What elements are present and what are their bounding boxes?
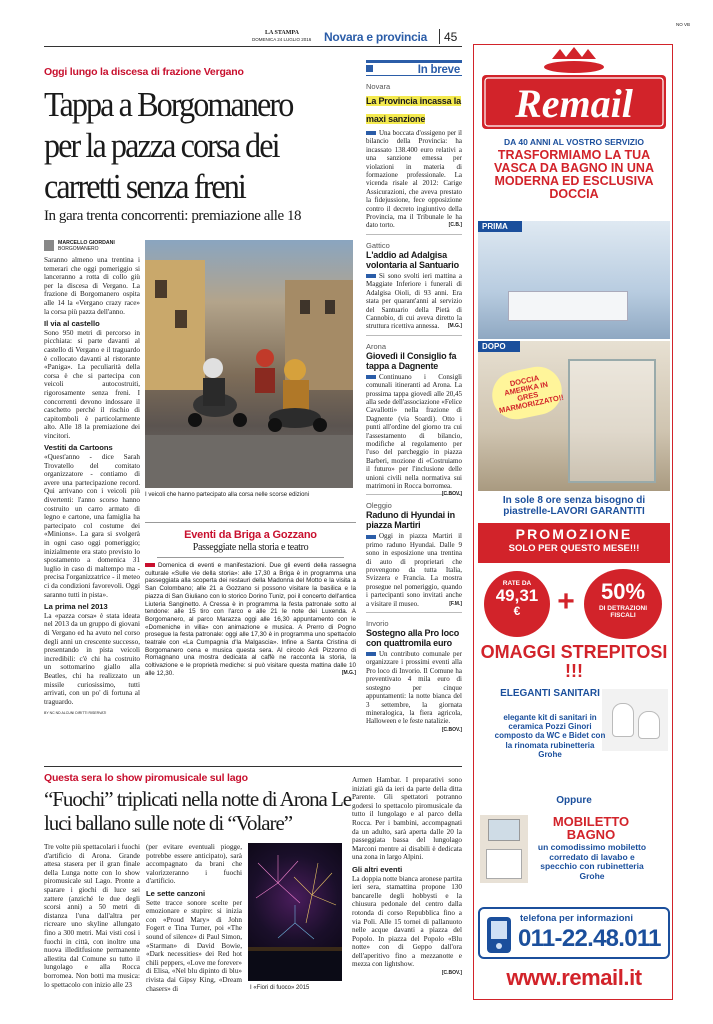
ad-gift2-photo <box>480 815 528 883</box>
ad-detraction-label: DI DETRAZIONI FISCALI <box>598 605 648 619</box>
ad-rate-value: 49,31 <box>495 586 539 605</box>
remail-brand: Remail <box>515 81 633 126</box>
copyright-line: BY NC ND ALCUNI DIRITTI RISERVATI <box>44 711 107 716</box>
briga-subtitle: Passeggiate nella storia e teatro <box>157 542 344 558</box>
ad-tagline1: DA 40 ANNI AL VOSTRO SERVIZIO <box>504 137 644 147</box>
phone-icon <box>484 915 514 955</box>
ad-detraction-badge <box>584 569 662 639</box>
article-kicker: Oggi lungo la discesa di frazione Vergano <box>44 66 244 78</box>
brief-text-wrap <box>366 372 462 498</box>
briga-sig: [M.G.] <box>341 669 356 676</box>
fuochi-col4b-text: La doppia notte bianca aronese partita ieri sera, stamattina propone 130 bancarelle degli hobbysti e la chiusura pedonale del centro dalla rotonda di corso Repubblica fino a via Poli. Alle 15 tornei di pallanuoto nelle acque davanti a piazza del Popolo. In piazza del Popolo «Blu notte» con di Geppo dall'ora dell'aperitivo fino a mezzanotte e mezza con lightshow. <box>352 874 462 969</box>
brief-bullet <box>366 535 376 539</box>
carts-photo-art <box>145 240 353 488</box>
fireworks-photo <box>248 843 342 981</box>
ad-promo: PROMOZIONE <box>515 526 633 542</box>
brief-bullet <box>366 375 376 379</box>
briga-text: Domenica di eventi e manifestazioni. Due gli eventi della rassegna culturale «Sulle vie della storia»: alle 17,30 a Briga è in programma una passeggiata alla scoperta dei restauri della Madonna del Motto e la visita a San Colombano; alle 21 a Gozzano si possono visitare la basilica e la piazza di San Giuliano con lo storico Dorino Tuniz, poi il concerto dell'antica Liuteria Sanginetto. A Cressa è in programma la festa patronale sotto al tendone: alle 15 tiro con l'arco e alle 21 le note dei Luxenda. A Borgomanero, al parco Marazza oggi alle 16,30 appuntamento con le «Domeniche in villa» con animazione e musica. A Prerro di Pogno prosegue la festa patronale: oggi alle 17,30 è in programma uno spettacolo teatrale con «La Cumpagnia d'la Malgascia». Infine a Santa Cristina di Borgomanero cena e musica questa sera. Al circolo Acli Pizzorno di Romagnano una mostra dedicata al caffè ne racconta la storia, la coltivazione e le proprietà mediche: si può visitare questa mattina dalle 10 alle 12,30. <box>145 562 356 677</box>
brief-title: L'addio ad Adalgisa volontaria al Santuario <box>366 249 459 270</box>
brief-bullet <box>366 131 376 135</box>
brief-location: Novara <box>366 82 391 91</box>
article-p2: «Quest'anno - dice Sarah Trovatello del comitato organizzatore - contiamo di avere una partecipazione record. Qui arrivano con i veicoli più divertenti: l'anno scorso hanno costruito un carro armato di legno e cartone, una famiglia ha partecipato col costume dei «Minions». La gara si svolgerà in ogni caso oggi pomeriggio; inizialmente era stato previsto lo spostamento a domenica 31 luglio in caso di maltempo ma - precisa l'organizzatrice - il meteo ci da condizioni favorevoli. Oggi saranno tutti in pista». <box>44 453 140 599</box>
ad-shower <box>568 359 656 483</box>
ad-website: www.remail.it <box>506 965 642 990</box>
brief-text-wrap <box>366 650 462 733</box>
ad-hours: In sole 8 ore senza bisogno di piastrelle-LAVORI GARANTITI <box>502 495 646 517</box>
ad-oppure: Oppure <box>556 795 592 806</box>
article-text-col <box>44 256 140 718</box>
fuochi-col2a-text: (per evitare eventuali piogge, potrebbe essere anticipato), sarà accompagnato da brani che valorizzeranno i fuochi d'artificio. <box>146 843 242 886</box>
briga-box <box>145 522 356 754</box>
brief-title: Raduno di Hyundai in piazza Martiri <box>366 510 455 531</box>
brief-text-wrap <box>366 272 462 331</box>
ad-promo-sub: SOLO PER QUESTO MESE!!! <box>508 543 640 554</box>
ad-bidet-shape <box>638 711 660 739</box>
briga-bullet <box>145 563 155 567</box>
brief-text: Una boccata d'ossigeno per il bilancio della Provincia: ha incassato 138.400 euro relativi a una sanzione emessa per violazioni in materia di formazione professionale. La vicenda risale al 2012: Carige Assicurazioni, che aveva prestato la fidejussione, fece opposizione contro il decreto ingiuntivo della Provincia, ma il Tribunale le ha dato torto. <box>366 129 462 230</box>
subhead-castello: Il via al castello <box>44 319 100 329</box>
brief-item <box>366 501 462 613</box>
ad-phone-label: telefona per informazioni <box>520 913 633 924</box>
ad-dopo-photo <box>478 341 670 491</box>
author-name: MARCELLO GIORDANI <box>58 240 115 246</box>
article-intro: Saranno almeno una trentina i temerari che oggi pomeriggio si lanceranno a rotta di collo giù per la discesa di Vergano. La frazione di Borgomanero ospita alle 14 la «Vergano crazy race» la corsa più pazza dell'anno. <box>44 256 140 316</box>
brief-location: Gattico <box>366 240 390 250</box>
brief-text-wrap <box>366 129 462 230</box>
ad-gift1-text: elegante kit di sanitari in ceramica Pozzi Ginori composto da WC e Bidet con la rinomata rubinetteria Grohe <box>494 713 606 759</box>
fuochi-rule <box>44 766 462 767</box>
brief-title: Giovedì il Consiglio fa tappa a Dagnente <box>366 350 457 371</box>
briefs-column <box>366 60 462 736</box>
fuochi-col4a-text: Armen Hambar. I preparativi sono iniziati già da ieri da parte della ditta Parente. Gli spettatori potranno godersi lo spettacolo piromusicale da tutto il lungolago e al parco della Rocca. Per i bambini, accompagnati da un adulto, sarà aperta dalle 20 la passeggiata bassa del lungolago Marconi mentre ai disabili è dedicata una zona in largo Alpini. <box>352 776 462 862</box>
brief-text: Si sono svolti ieri mattina a Maggiate Inferiore i funerali di Adalgisa Oioli, di 93 anni. Era stata per quarant'anni al servizio del Santuario della Pietà di Cannobio, di cui aveva diretto la struttura ricettiva annessa. <box>366 271 462 331</box>
ad-gift2-title: MOBILETTO BAGNO <box>552 814 630 842</box>
brief-text: Continuano i Consigli comunali itineranti ad Arona. La prossima tappa giovedì alle 20,45 alla sede dell'associazione «Felice Cavallotti» nella frazione di Dagnente (via Soardi). Otto i punti all'ordine del giorno tra cui l'assestamento di bilancio, modifiche al regolamento per l'uso del parcheggio in piazza Barberi, mozione di «Costruiamo il futuro» per l'inclusione delle unioni civili nella normativa sui matrimoni in Rocca borromea. <box>366 372 462 490</box>
ad-dopo-label: DOPO <box>478 341 520 352</box>
ad-mirror-shape <box>488 819 520 841</box>
fuochi-subhead-eventi: Gli altri eventi <box>352 864 403 874</box>
carts-photo-caption: I veicoli che hanno partecipato alla corsa nelle scorse edizioni <box>145 492 310 498</box>
fuochi-headline: “Fuochi” triplicati nella notte di Arona Le luci ballano sulle note di “Volare” <box>44 787 352 835</box>
fuochi-col2 <box>146 843 242 993</box>
article-p1: Sono 950 metri di percorso in picchiata: si parte davanti al castello di Vergano e il traguardo è collocato davanti al ristorante «Paniga». La peculiarità della corsa è che si partecipa con veicoli autocostruiti, rigorosamente senza freni. I concorrenti devono indossare il caschetto perché il rischio di capitomboli è particolarmente alto. Alle 18 la premiazione dei vincitori. <box>44 328 140 440</box>
page-number: 45 <box>444 30 458 44</box>
ad-gift1-title: ELEGANTI SANITARI <box>500 688 600 699</box>
header-rule <box>44 46 462 47</box>
header-date: DOMENICA 24 LUGLIO 2016 <box>252 37 312 42</box>
brief-sig: [F.M.] <box>449 600 462 607</box>
subhead-2013: La prima nel 2013 <box>44 602 108 612</box>
ad-prima-label: PRIMA <box>478 221 522 232</box>
brief-text: Un contributo comunale per organizzare i prossimi eventi alla Pro loco di Invorio. Il Comune ha preventivato 4 mila euro di sostegno per cinque appuntamenti: la notte bianca del 3 settembre, la giornata mineralogica, la fiera agricola, Halloween e le feste natalizie. <box>366 650 462 726</box>
ad-cabinet-shape <box>486 849 522 879</box>
ad-wc-shape <box>612 703 634 737</box>
brief-title: La Provincia incassa la maxi sanzione <box>366 96 461 124</box>
brief-bullet <box>366 274 376 278</box>
ad-rate-badge <box>484 571 550 637</box>
fuochi-kicker: Questa sera lo show piromusicale sul lago <box>44 772 248 784</box>
remail-ad <box>473 44 673 1000</box>
ad-prima-photo <box>478 221 670 339</box>
masthead: LA STAMPA <box>265 30 299 36</box>
ad-stamp: DOCCIA AMERIKA IN GRES MARMORIZZATO!! <box>488 362 566 424</box>
article-subheadline: In gara trenta concorrenti: premiazione alle 18 <box>44 208 302 224</box>
briefs-square <box>366 65 373 72</box>
ad-gift1-photo <box>602 689 668 751</box>
brief-sig: [C.B.] <box>448 222 462 229</box>
briefs-header <box>366 60 462 76</box>
ad-promo-band <box>478 523 670 563</box>
brief-text: Oggi in piazza Martiri il primo raduno Hyundai. Dalle 9 sono in esposizione una trentina di auto di proprietari che provengono da tutta Italia, Svizzera e Francia. La mostra prosegue nel pomeriggio, quando i partecipanti sono invitati anche a visitare il museo. <box>366 532 462 608</box>
ad-bathtub <box>508 291 628 321</box>
ad-phone-number: 011-22.48.011 <box>518 925 661 952</box>
ad-tagline2: TRASFORMIAMO LA TUA VASCA DA BAGNO IN UNA MODERNA ED ESCLUSIVA DOCCIA <box>494 148 654 201</box>
header-divider <box>439 29 440 44</box>
brief-bullet <box>366 652 376 656</box>
brief-title: Sostegno alla Pro loco con quattromila euro <box>366 628 460 649</box>
fuochi-col1-text: Tre volte più spettacolari i fuochi d'artificio di Arona. Grande attesa stasera per il gran finale della Lunga notte con lo show piromusicale sul Lago. Pronte a sparare i giochi di luce sei zattere (anziché le due degli scorsi anni) a 50 metri di distanza l'una dall'altra per ricreare uno skyline allungato fino a 300 metri. Mai visti così i fuochi in città, con inoltre una nuova illeditfusione permanente allestita dal Comune su tutto il lungolago e alla Rocca borromea. Non botti ma musica: lo spettacolo con inizio alle 23 <box>44 843 140 989</box>
brief-item <box>366 82 462 235</box>
briefs-title: In breve <box>417 64 460 76</box>
brief-sig: [M.G.] <box>447 323 462 330</box>
subhead-cartoons: Vestiti da Cartoons <box>44 443 113 453</box>
ad-plus: + <box>557 585 575 618</box>
article-p3: La «pazza corsa» è stata ideata nel 2013 da un gruppo di giovani di Vergano ed ha avuto nel corso degli anni un crescente successo, presentando in pista veicoli incredibili: c'è chi ha costruito un sottomarino giallo alla Beatles, chi ha realizzato un missile curiosissimo, tutti arrivati, con un po' di fortuna al traguardo. <box>44 611 140 706</box>
ad-phone-box <box>478 907 670 959</box>
brief-text-wrap <box>366 532 462 608</box>
brief-item <box>366 342 462 496</box>
briga-title: Eventi da Briga a Gozzano <box>184 529 317 541</box>
brief-sig: [C.BOV.] <box>441 726 462 733</box>
briga-text-wrap <box>145 562 356 678</box>
fuochi-col4 <box>352 776 462 978</box>
ad-rate-label: RATE DA <box>502 580 532 587</box>
brief-location: Oleggio <box>366 501 392 511</box>
section-title: Novara e provincia <box>324 30 428 44</box>
remail-logo <box>474 45 673 137</box>
brief-location: Invorio <box>366 619 389 629</box>
fireworks-caption: I «Fiori di fuoco» 2015 <box>250 985 310 991</box>
ad-gift2-text: un comodissimo mobiletto corredato di lavabo e specchio con rubinetteria Grohe <box>537 842 647 881</box>
page-code: NO VB <box>676 22 691 27</box>
brief-item <box>366 241 462 336</box>
ad-rate-unit: € <box>513 604 521 618</box>
fuochi-subhead-canzoni: Le sette canzoni <box>146 888 206 898</box>
brief-location: Arona <box>366 341 387 351</box>
article-headline: Tappa a Borgomanero per la pazza corsa dei carretti senza freni <box>44 85 293 206</box>
author-photo <box>44 240 54 251</box>
brief-sig: [C.BOV.] <box>441 491 462 498</box>
ad-detraction-value: 50% <box>600 579 646 604</box>
fuochi-col1 <box>44 843 140 989</box>
ad-gifts: OMAGGI STREPITOSI !!! <box>480 642 668 681</box>
fuochi-sig: [C.BOV.] <box>441 970 462 977</box>
carts-photo <box>145 240 353 488</box>
brief-item <box>366 619 462 733</box>
fireworks-photo-art <box>248 843 342 981</box>
author-location: BORGOMANERO <box>58 246 99 252</box>
fuochi-col2b-text: Sette tracce sonore scelte per emozionare e stupire: si inizia con «Proud Mary» di John Fogert e Tina Turner, poi «The sound of silence» di Paul Simon, «Starman» di David Bowie, «Dark necessities» dei Red hot chili peppers, «Love me forever» di Elisa, «Nel blu dipinto di blu» rivista dai Gipsy King, «Dream chasers» di <box>146 898 242 993</box>
